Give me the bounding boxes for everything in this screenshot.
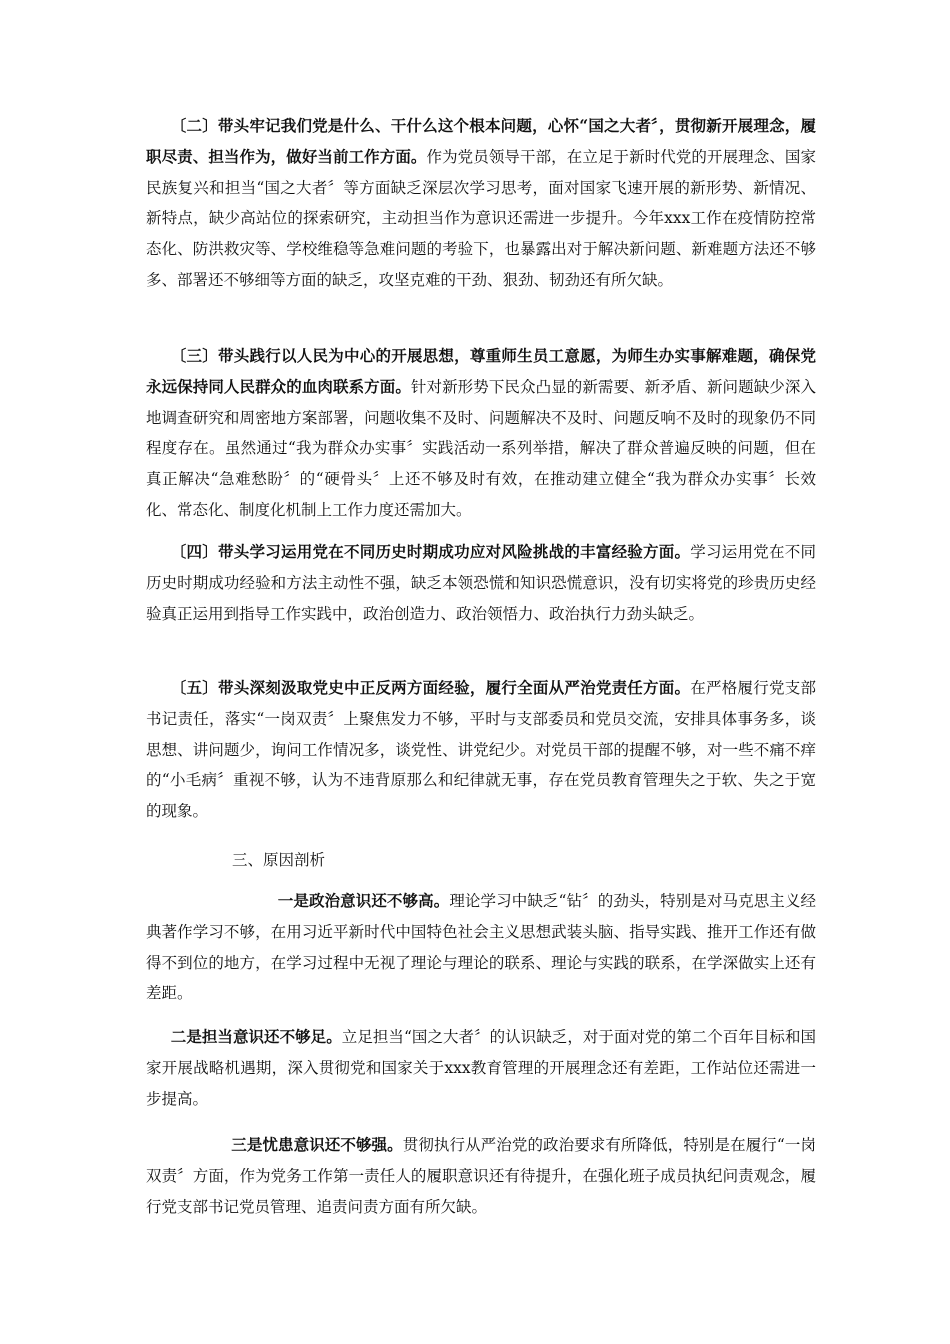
cause-1-body: 理论学习中缺乏“钻〞的劲头，特别是对马克思主义经典著作学习不够，在用习近平新时代中国特色社会主义思想武装头脑、指导实践、推开工作还有做得不到位的地方，在学习过程中无视了理论与理论的联系、理论与实践的联系，在学深做实上还有差距。 bbox=[146, 892, 816, 1003]
paragraph-3 bbox=[146, 341, 816, 526]
paragraph-4-lead: 〔四〕带头学习运用党在不同历史时期成功应对风险挑战的丰富经验方面。 bbox=[170, 542, 691, 561]
paragraph-4 bbox=[146, 537, 816, 629]
cause-1 bbox=[146, 886, 816, 1009]
section-heading: 三、原因剖析 bbox=[232, 851, 326, 869]
paragraph-2-body: 作为党员领导干部，在立足于新时代党的开展理念、国家民族复兴和担当“国之大者〞等方面缺乏深层次学习思考，面对国家飞速开展的新形势、新情况、新特点，缺少高站位的探索研究，主动担当作为意识还需进一步提升。今年xxx工作在疫情防控常态化、防洪救灾等、学校维稳等急难问题的考验下，也暴露出对于解决新问题、新难题方法还不够多、部署还不够细等方面的缺乏，攻坚克难的干劲、狠劲、韧劲还有所欠缺。 bbox=[146, 147, 816, 289]
paragraph-2-lead: 〔二〕带头牢记我们党是什么、干什么这个根本问题，心怀“国之大者〞，贯彻新开展理念，履职尽责、担当作为，做好当前工作方面。 bbox=[146, 116, 816, 166]
paragraph-3-lead: 〔三〕带头践行以人民为中心的开展思想，尊重师生员工意愿，为师生办实事解难题，确保党永远保持同人民群众的血肉联系方面。 bbox=[146, 346, 816, 396]
cause-2 bbox=[146, 1022, 816, 1114]
cause-3-lead: 三是忧患意识还不够强。 bbox=[231, 1135, 403, 1154]
paragraph-2 bbox=[146, 111, 816, 296]
cause-2-body: 立足担当“国之大者〞的认识缺乏，对于面对党的第二个百年目标和国家开展战略机遇期，深入贯彻党和国家关于xxx教育管理的开展理念还有差距，工作站位还需进一步提高。 bbox=[146, 1028, 816, 1108]
cause-2-lead: 二是担当意识还不够足。 bbox=[170, 1027, 342, 1046]
paragraph-5 bbox=[146, 673, 816, 827]
cause-3 bbox=[146, 1130, 816, 1222]
cause-1-lead: 一是政治意识还不够高。 bbox=[277, 891, 450, 910]
paragraph-3-body: 针对新形势下民众凸显的新需要、新矛盾、新问题缺少深入地调查研究和周密地方案部署，问题收集不及时、问题解决不及时、问题反响不及时的现象仍不同程度存在。虽然通过“我为群众办实事〞实践活动一系列举措，解决了群众普遍反映的问题，但在真正解决“急难愁盼〞的“硬骨头〞上还不够及时有效，在推动建立健全“我为群众办实事〞长效化、常态化、制度化机制上工作力度还需加大。 bbox=[146, 377, 816, 519]
cause-3-body: 贯彻执行从严治党的政治要求有所降低，特别是在履行“一岗双责〞方面，作为党务工作第一责任人的履职意识还有待提升，在强化班子成员执纪问责观念，履行党支部书记党员管理、追责问责方面有所欠缺。 bbox=[146, 1136, 816, 1216]
paragraph-5-lead: 〔五〕带头深刻汲取党史中正反两方面经验，履行全面从严治党责任方面。 bbox=[170, 678, 691, 697]
paragraph-4-body: 学习运用党在不同历史时期成功经验和方法主动性不强，缺乏本领恐慌和知识恐慌意识，没有切实将党的珍贵历史经验真正运用到指导工作实践中，政治创造力、政治领悟力、政治执行力劲头缺乏。 bbox=[146, 543, 816, 623]
paragraph-5-body: 在严格履行党支部书记责任，落实“一岗双责〞上聚焦发力不够，平时与支部委员和党员交流，安排具体事务多，谈思想、讲问题少，询问工作情况多，谈党性、讲党纪少。对党员干部的提醒不够，对一些不痛不痒的“小毛病〞重视不够，认为不违背原那么和纪律就无事，存在党员教育管理失之于软、失之于宽的现象。 bbox=[146, 679, 816, 821]
